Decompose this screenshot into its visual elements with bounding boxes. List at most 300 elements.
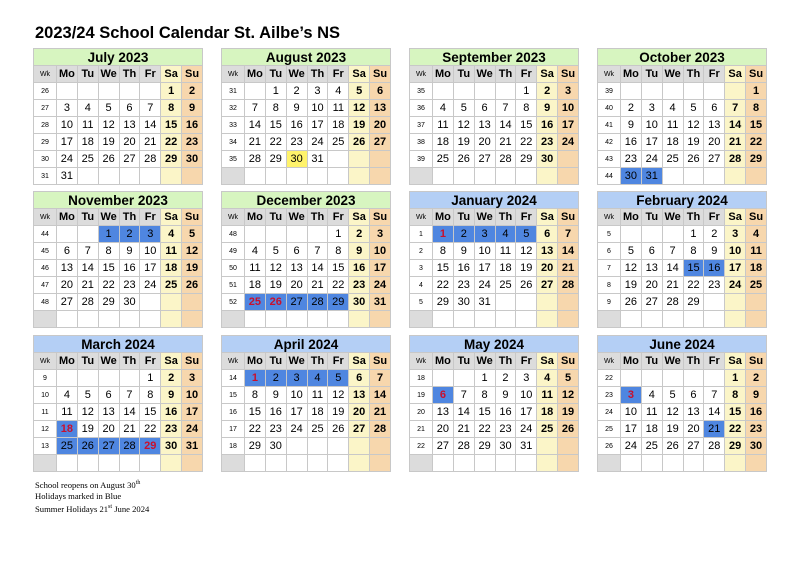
weekday-header: We: [474, 66, 495, 83]
day-cell: 16: [621, 134, 642, 151]
week-number: [410, 455, 433, 472]
week-number: 22: [410, 438, 433, 455]
day-cell: 14: [725, 117, 746, 134]
day-cell: 25: [77, 151, 98, 168]
day-cell: 11: [77, 117, 98, 134]
weekday-header: Mo: [621, 66, 642, 83]
day-cell: [704, 168, 725, 185]
day-cell: [621, 455, 642, 472]
day-cell: 10: [641, 117, 662, 134]
day-cell: [245, 311, 266, 328]
day-cell: 9: [495, 387, 516, 404]
week-number: [410, 311, 433, 328]
week-number: [222, 168, 245, 185]
day-cell: 13: [537, 243, 558, 260]
day-cell: [349, 168, 370, 185]
day-cell: 15: [140, 404, 161, 421]
note-reopen: School reopens on August 30th: [35, 479, 141, 490]
day-cell: 14: [453, 404, 474, 421]
week-header: Wk: [598, 353, 621, 370]
day-cell: 6: [286, 243, 307, 260]
week-row: [410, 370, 579, 387]
week-number: 9: [598, 294, 621, 311]
day-cell: [119, 455, 140, 472]
week-row: [222, 370, 391, 387]
day-cell: [516, 294, 537, 311]
day-cell: 2: [746, 370, 767, 387]
day-cell: 29: [433, 294, 454, 311]
day-cell: [370, 455, 391, 472]
week-number: 41: [598, 117, 621, 134]
day-cell: [140, 455, 161, 472]
day-cell: [161, 311, 182, 328]
day-cell: [77, 83, 98, 100]
day-cell: 7: [77, 243, 98, 260]
week-header: Wk: [598, 66, 621, 83]
weekday-header: Th: [683, 353, 704, 370]
weekday-header: Su: [746, 66, 767, 83]
day-cell: 23: [453, 277, 474, 294]
week-header: Wk: [410, 209, 433, 226]
day-cell: [140, 311, 161, 328]
day-cell: 4: [495, 226, 516, 243]
week-row: [598, 387, 767, 404]
weekday-header: Fr: [140, 209, 161, 226]
weekday-header: Mo: [433, 209, 454, 226]
week-number: 5: [410, 294, 433, 311]
day-cell: [558, 311, 579, 328]
day-cell: 26: [621, 294, 642, 311]
week-number: 40: [598, 100, 621, 117]
day-cell: 15: [161, 117, 182, 134]
day-cell: 31: [307, 151, 328, 168]
day-cell: 17: [57, 134, 78, 151]
weekday-header: Mo: [245, 353, 266, 370]
day-cell: [746, 294, 767, 311]
day-cell: 18: [537, 404, 558, 421]
week-number: [598, 311, 621, 328]
day-cell: 22: [245, 421, 266, 438]
day-cell: 15: [245, 404, 266, 421]
day-cell: 10: [307, 100, 328, 117]
day-cell: 16: [746, 404, 767, 421]
weekday-header: Fr: [704, 353, 725, 370]
weekday-header: Fr: [328, 209, 349, 226]
week-number: 9: [34, 370, 57, 387]
weekday-header: We: [474, 353, 495, 370]
day-cell: 31: [57, 168, 78, 185]
weekday-header: Tu: [641, 353, 662, 370]
day-cell: 8: [433, 243, 454, 260]
weekday-header: Fr: [328, 353, 349, 370]
week-number: 5: [598, 226, 621, 243]
week-row: [34, 243, 203, 260]
day-cell: 20: [433, 421, 454, 438]
day-cell: 8: [161, 100, 182, 117]
day-cell: 30: [537, 151, 558, 168]
day-cell: 27: [119, 151, 140, 168]
weekday-header: Su: [182, 209, 203, 226]
weekday-header: Tu: [265, 66, 286, 83]
day-cell: [662, 311, 683, 328]
day-cell: [328, 455, 349, 472]
week-number: [222, 455, 245, 472]
week-row: [222, 455, 391, 472]
day-cell: 29: [328, 294, 349, 311]
day-cell: 17: [182, 404, 203, 421]
week-number: 49: [222, 243, 245, 260]
weekday-header: Fr: [516, 353, 537, 370]
day-cell: [328, 438, 349, 455]
day-cell: 11: [537, 387, 558, 404]
day-cell: 5: [516, 226, 537, 243]
day-cell: 3: [370, 226, 391, 243]
day-cell: 16: [119, 260, 140, 277]
day-cell: [98, 311, 119, 328]
day-cell: [286, 168, 307, 185]
day-cell: [433, 370, 454, 387]
weekday-header: Su: [558, 209, 579, 226]
day-cell: 13: [98, 404, 119, 421]
day-cell: 9: [119, 243, 140, 260]
day-cell: [140, 294, 161, 311]
day-cell: 7: [725, 100, 746, 117]
day-cell: [370, 168, 391, 185]
day-cell: [474, 168, 495, 185]
day-cell: 10: [286, 387, 307, 404]
day-cell: 15: [746, 117, 767, 134]
day-cell: 16: [161, 404, 182, 421]
week-number: 24: [598, 404, 621, 421]
month-march-2024: [33, 335, 203, 472]
week-row: [34, 168, 203, 185]
day-cell: 1: [98, 226, 119, 243]
weekday-header: Mo: [245, 66, 266, 83]
weekday-header: Sa: [349, 66, 370, 83]
day-cell: 14: [662, 260, 683, 277]
day-cell: [370, 151, 391, 168]
day-cell: 9: [265, 387, 286, 404]
day-cell: 16: [453, 260, 474, 277]
day-cell: 11: [57, 404, 78, 421]
day-cell: 6: [474, 100, 495, 117]
day-cell: 19: [328, 404, 349, 421]
day-cell: 6: [641, 243, 662, 260]
weekday-header: Mo: [57, 209, 78, 226]
day-cell: [57, 311, 78, 328]
day-cell: [349, 311, 370, 328]
weekday-header: Tu: [641, 209, 662, 226]
day-cell: 9: [349, 243, 370, 260]
day-cell: 10: [558, 100, 579, 117]
weekday-header: Tu: [265, 209, 286, 226]
week-row: [34, 277, 203, 294]
day-cell: 3: [516, 370, 537, 387]
day-cell: 18: [245, 277, 266, 294]
week-row: [222, 260, 391, 277]
day-cell: 3: [641, 100, 662, 117]
day-cell: [349, 455, 370, 472]
day-cell: [307, 455, 328, 472]
day-cell: 1: [245, 370, 266, 387]
day-cell: 20: [370, 117, 391, 134]
month-title: December 2023: [221, 191, 391, 208]
day-cell: 18: [161, 260, 182, 277]
day-cell: 26: [77, 438, 98, 455]
month-title: May 2024: [409, 335, 579, 352]
day-cell: 11: [307, 387, 328, 404]
weekday-header: We: [662, 353, 683, 370]
weekday-header: Su: [182, 66, 203, 83]
note-summer: Summer Holidays 21st June 2024: [35, 503, 150, 514]
day-cell: 13: [286, 260, 307, 277]
day-cell: 20: [474, 134, 495, 151]
month-september-2023: [409, 48, 579, 185]
day-cell: [265, 168, 286, 185]
day-cell: 22: [328, 277, 349, 294]
day-cell: 13: [704, 117, 725, 134]
week-number: 25: [598, 421, 621, 438]
day-cell: [307, 311, 328, 328]
week-row: [598, 404, 767, 421]
day-cell: 21: [307, 277, 328, 294]
weekday-header: Sa: [537, 209, 558, 226]
day-cell: 21: [453, 421, 474, 438]
day-cell: 31: [182, 438, 203, 455]
day-cell: [704, 370, 725, 387]
day-cell: [161, 455, 182, 472]
week-row: [34, 151, 203, 168]
day-cell: [641, 226, 662, 243]
day-cell: [474, 83, 495, 100]
day-cell: 30: [349, 294, 370, 311]
day-cell: [495, 311, 516, 328]
weekday-header: We: [286, 66, 307, 83]
day-cell: 28: [725, 151, 746, 168]
day-cell: 26: [328, 421, 349, 438]
day-cell: 21: [725, 134, 746, 151]
day-cell: 20: [57, 277, 78, 294]
month-april-2024: [221, 335, 391, 472]
day-cell: 13: [474, 117, 495, 134]
day-cell: [245, 455, 266, 472]
day-cell: 21: [370, 404, 391, 421]
weekday-header: Sa: [161, 66, 182, 83]
day-cell: 27: [286, 294, 307, 311]
day-cell: [433, 83, 454, 100]
day-cell: 29: [140, 438, 161, 455]
week-number: 44: [598, 168, 621, 185]
day-cell: 9: [537, 100, 558, 117]
month-august-2023: [221, 48, 391, 185]
day-cell: 20: [537, 260, 558, 277]
day-cell: 6: [537, 226, 558, 243]
month-title: September 2023: [409, 48, 579, 65]
day-cell: 28: [119, 438, 140, 455]
week-row: [34, 370, 203, 387]
day-cell: 22: [474, 421, 495, 438]
week-row: [222, 438, 391, 455]
day-cell: [57, 83, 78, 100]
weekday-header: Fr: [140, 66, 161, 83]
week-row: [598, 421, 767, 438]
day-cell: 19: [77, 421, 98, 438]
day-cell: [119, 311, 140, 328]
week-row: [222, 168, 391, 185]
day-cell: 2: [265, 370, 286, 387]
day-cell: [621, 83, 642, 100]
day-cell: [725, 455, 746, 472]
day-cell: [98, 455, 119, 472]
weekday-header: Mo: [433, 66, 454, 83]
week-row: [598, 277, 767, 294]
day-cell: 3: [474, 226, 495, 243]
day-cell: 14: [558, 243, 579, 260]
day-cell: [453, 168, 474, 185]
day-cell: 18: [641, 421, 662, 438]
day-cell: 3: [621, 387, 642, 404]
day-cell: 13: [683, 404, 704, 421]
weekday-header: Fr: [140, 353, 161, 370]
day-cell: [453, 455, 474, 472]
day-cell: 8: [265, 100, 286, 117]
day-cell: 28: [558, 277, 579, 294]
day-cell: 7: [495, 100, 516, 117]
day-cell: 17: [725, 260, 746, 277]
day-cell: 26: [265, 294, 286, 311]
weekday-header: Mo: [433, 353, 454, 370]
day-cell: 30: [161, 438, 182, 455]
day-cell: 28: [704, 438, 725, 455]
day-cell: 25: [495, 277, 516, 294]
weekday-header: Sa: [349, 353, 370, 370]
day-cell: [558, 438, 579, 455]
day-cell: 26: [453, 151, 474, 168]
day-cell: 17: [140, 260, 161, 277]
day-cell: 10: [370, 243, 391, 260]
day-cell: 6: [349, 370, 370, 387]
weekday-header: Fr: [704, 66, 725, 83]
day-cell: 14: [495, 117, 516, 134]
day-cell: 21: [119, 421, 140, 438]
day-cell: [119, 168, 140, 185]
day-cell: 28: [495, 151, 516, 168]
day-cell: 23: [746, 421, 767, 438]
week-row: [598, 151, 767, 168]
day-cell: 19: [662, 421, 683, 438]
week-row: [410, 226, 579, 243]
week-header: Wk: [34, 209, 57, 226]
week-number: [34, 311, 57, 328]
day-cell: 6: [370, 83, 391, 100]
day-cell: 24: [516, 421, 537, 438]
week-row: [410, 438, 579, 455]
day-cell: 24: [474, 277, 495, 294]
day-cell: 11: [328, 100, 349, 117]
day-cell: [558, 168, 579, 185]
month-december-2023: [221, 191, 391, 328]
day-cell: 3: [140, 226, 161, 243]
day-cell: 26: [558, 421, 579, 438]
day-cell: 9: [453, 243, 474, 260]
week-number: 39: [598, 83, 621, 100]
week-row: [222, 243, 391, 260]
week-row: [410, 404, 579, 421]
weekday-header: Th: [683, 209, 704, 226]
week-row: [598, 100, 767, 117]
day-cell: [286, 438, 307, 455]
weekday-header: Th: [495, 66, 516, 83]
weekday-header: Tu: [453, 353, 474, 370]
day-cell: 18: [746, 260, 767, 277]
week-row: [598, 117, 767, 134]
day-cell: 10: [474, 243, 495, 260]
week-number: 28: [34, 117, 57, 134]
day-cell: [662, 168, 683, 185]
week-row: [410, 83, 579, 100]
day-cell: 4: [161, 226, 182, 243]
day-cell: [641, 455, 662, 472]
week-row: [598, 455, 767, 472]
day-cell: 4: [57, 387, 78, 404]
month-title: January 2024: [409, 191, 579, 208]
day-cell: [328, 151, 349, 168]
weekday-header: Th: [683, 66, 704, 83]
week-number: 17: [222, 421, 245, 438]
week-number: 23: [598, 387, 621, 404]
day-cell: 5: [662, 387, 683, 404]
day-cell: 25: [433, 151, 454, 168]
week-number: 10: [34, 387, 57, 404]
day-cell: 23: [265, 421, 286, 438]
day-cell: 2: [704, 226, 725, 243]
day-cell: 25: [57, 438, 78, 455]
day-cell: 29: [474, 438, 495, 455]
day-cell: 3: [558, 83, 579, 100]
week-row: [598, 168, 767, 185]
day-cell: 11: [161, 243, 182, 260]
day-cell: 6: [98, 387, 119, 404]
day-cell: 4: [746, 226, 767, 243]
day-cell: 22: [265, 134, 286, 151]
day-cell: 15: [433, 260, 454, 277]
day-cell: [161, 168, 182, 185]
day-cell: [98, 370, 119, 387]
day-cell: [704, 311, 725, 328]
day-cell: [621, 311, 642, 328]
day-cell: 27: [537, 277, 558, 294]
day-cell: 16: [495, 404, 516, 421]
day-cell: 7: [119, 387, 140, 404]
day-cell: 29: [161, 151, 182, 168]
weekday-header: Tu: [77, 353, 98, 370]
day-cell: 30: [119, 294, 140, 311]
month-title: April 2024: [221, 335, 391, 352]
day-cell: 1: [474, 370, 495, 387]
week-row: [222, 294, 391, 311]
day-cell: [558, 455, 579, 472]
day-cell: [662, 370, 683, 387]
weekday-header: Fr: [516, 209, 537, 226]
day-cell: 27: [474, 151, 495, 168]
day-cell: [537, 455, 558, 472]
week-number: 27: [34, 100, 57, 117]
week-header: Wk: [598, 209, 621, 226]
day-cell: [683, 168, 704, 185]
day-cell: [621, 226, 642, 243]
day-cell: [265, 311, 286, 328]
day-cell: 15: [328, 260, 349, 277]
